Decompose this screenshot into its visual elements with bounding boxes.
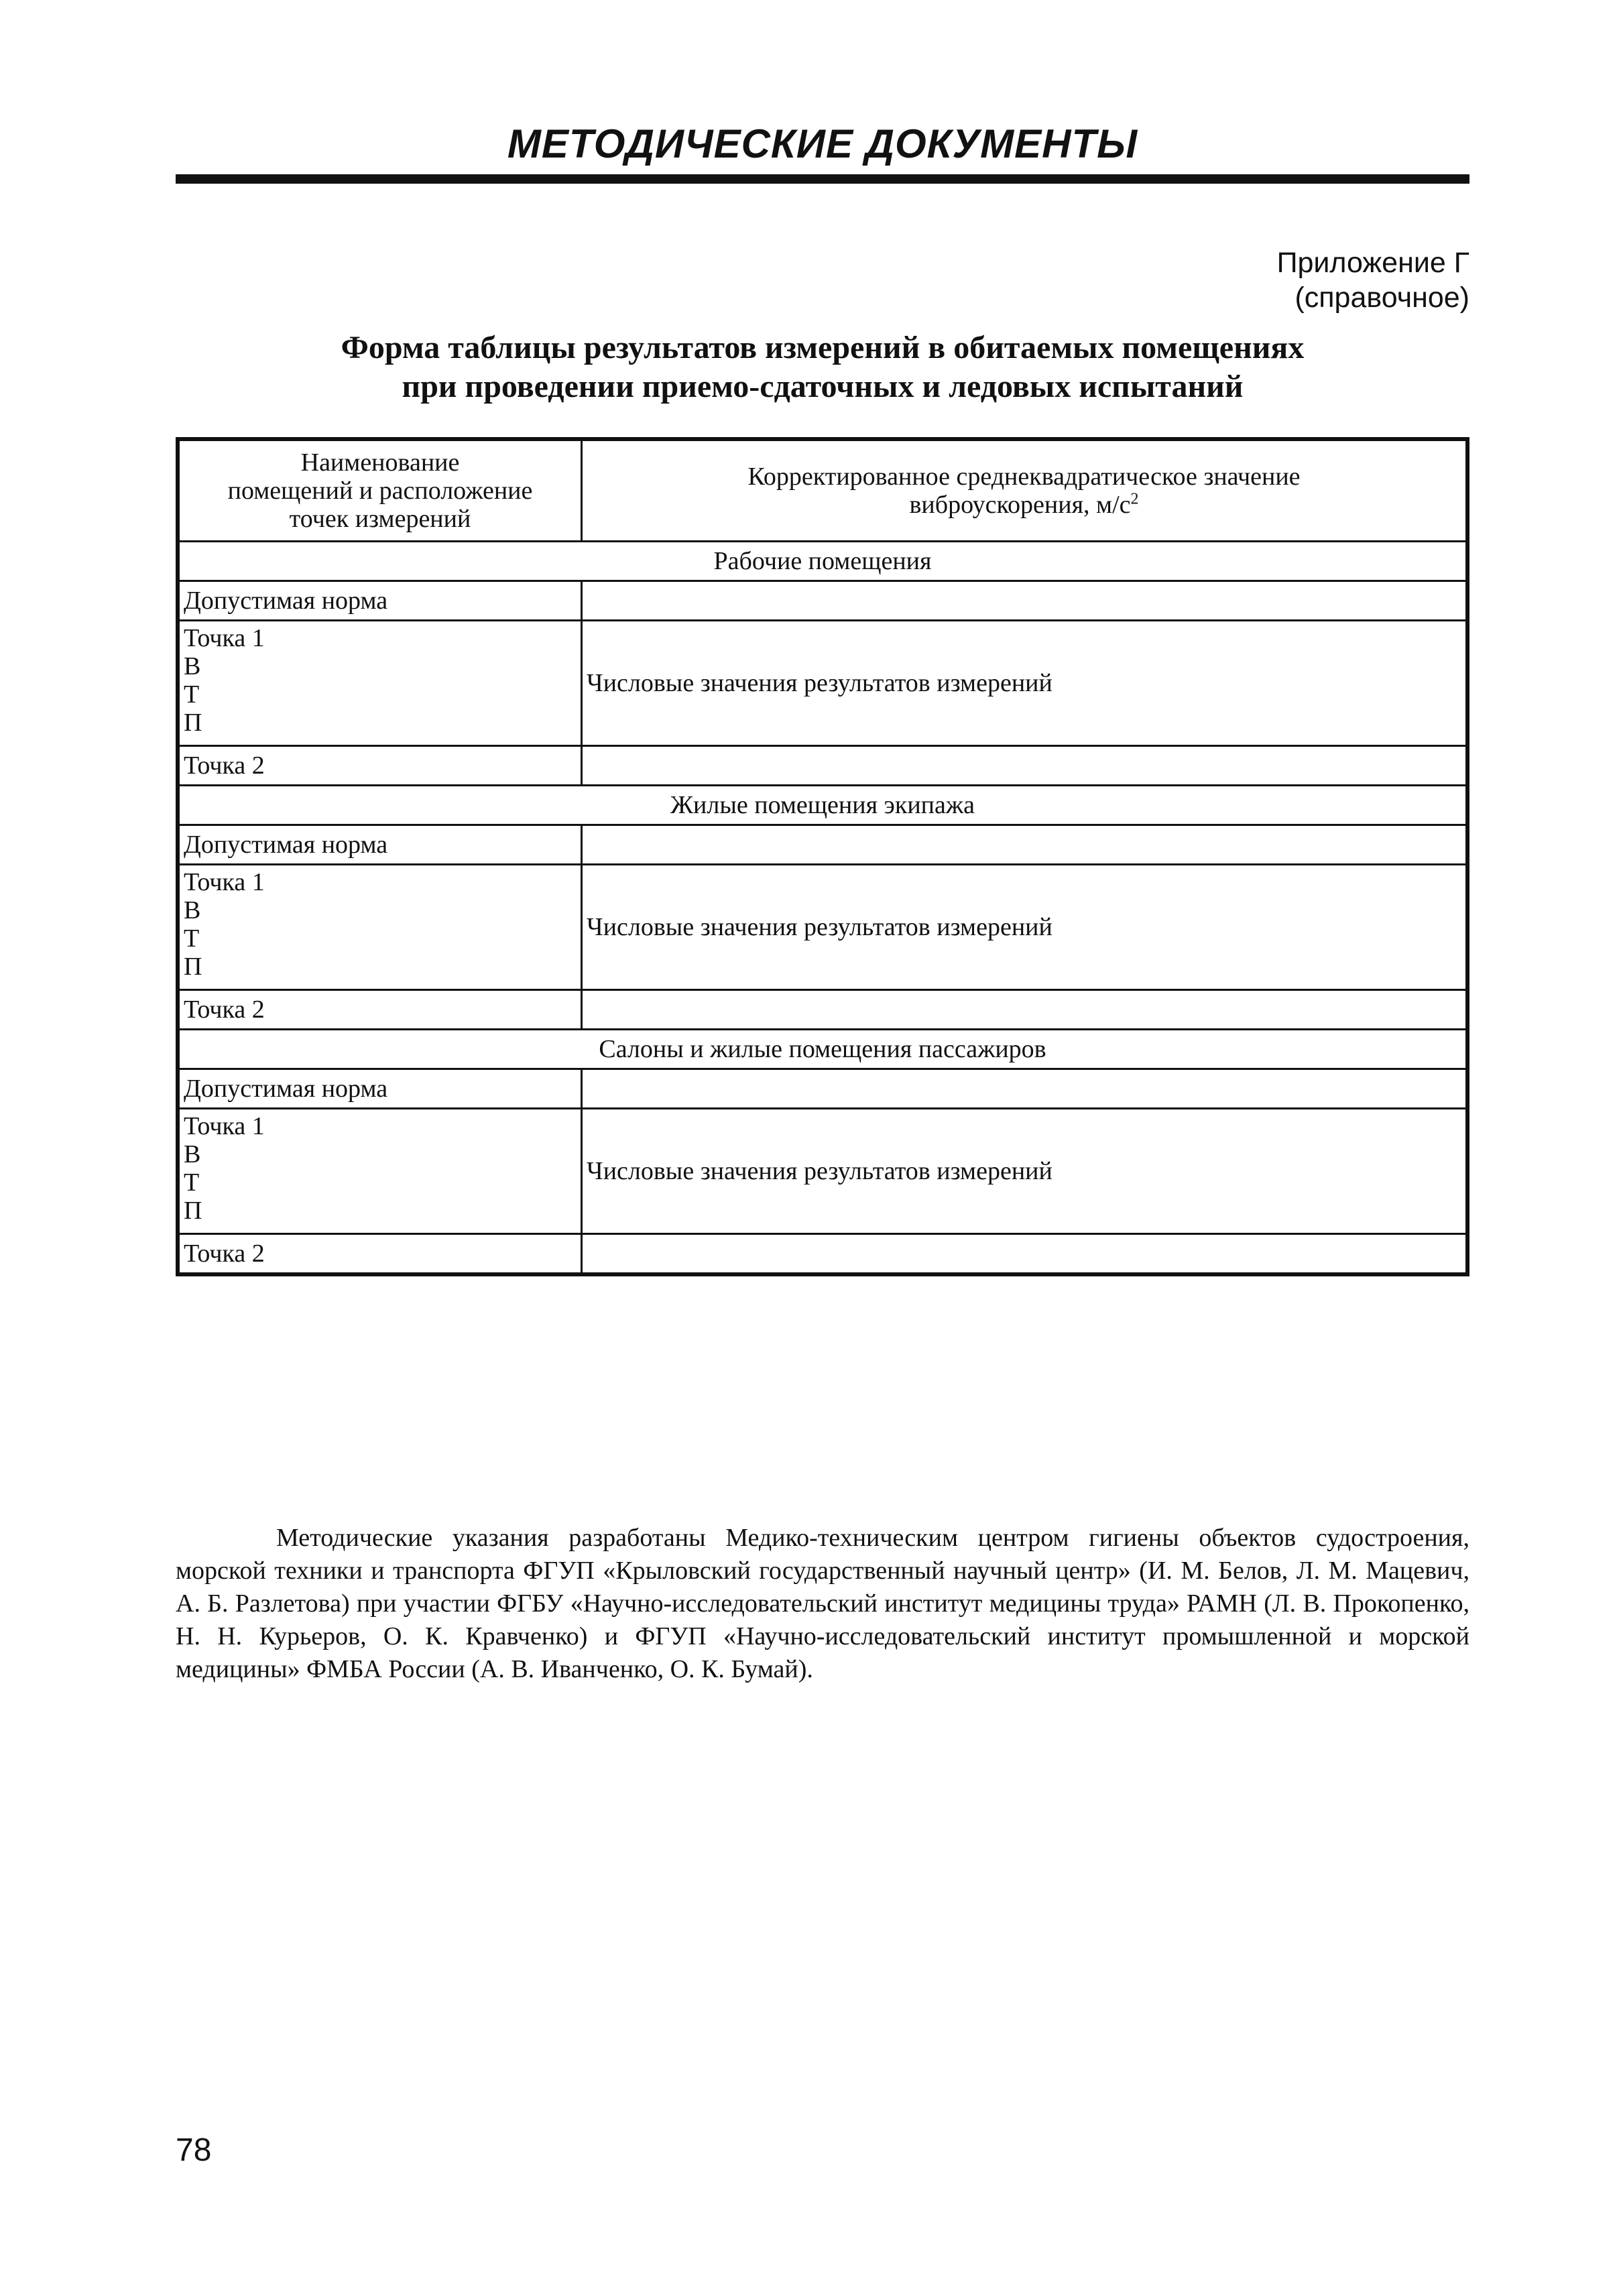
point-2-row [178,1234,1467,1275]
column-header-location-line: помещений и расположение [227,477,533,505]
norm-label: Допустимая норма [178,581,582,621]
point-label-line: Точка 1 [184,1112,265,1140]
norm-row [178,1069,1467,1109]
norm-value-cell [582,825,1468,865]
point-2-label: Точка 2 [178,746,582,786]
point-label-line: П [184,1197,202,1225]
section-row [178,1030,1467,1069]
point-label-line: В [184,652,201,680]
section-title: Рабочие помещения [178,542,1467,581]
point-1-label [178,865,582,990]
column-header-value-line: Корректированное среднеквадратическое значение [747,463,1301,491]
header-rule [176,174,1469,184]
point-label-line: В [184,896,201,924]
point-label-line: П [184,709,202,737]
norm-label: Допустимая норма [178,1069,582,1109]
column-header-location-line: точек измерений [289,505,471,533]
point-2-value-cell [582,746,1468,786]
document-title-line-2: при проведении приемо-сдаточных и ледовых испытаний [402,369,1244,404]
norm-value-cell [582,1069,1468,1109]
appendix-name: Приложение Г [1276,247,1469,279]
results-table [176,437,1469,1276]
norm-label: Допустимая норма [178,825,582,865]
column-header-location [178,439,582,542]
point-label-line: П [184,953,202,981]
point-1-row [178,865,1467,990]
table-header-row [178,439,1467,542]
appendix-type: (справочное) [1295,282,1469,314]
page-number: 78 [176,2132,212,2168]
norm-row [178,581,1467,621]
section-row [178,786,1467,825]
point-1-row [178,1109,1467,1234]
point-label-line: Т [184,924,200,953]
point-2-label: Точка 2 [178,1234,582,1275]
point-label-line: Т [184,680,200,709]
point-2-label: Точка 2 [178,990,582,1030]
section-row [178,542,1467,581]
measurement-values-cell: Числовые значения результатов измерений [582,621,1468,746]
point-2-row [178,990,1467,1030]
appendix-label [1277,245,1469,315]
running-header: МЕТОДИЧЕСКИЕ ДОКУМЕНТЫ [507,121,1138,166]
point-label-line: Т [184,1168,200,1197]
measurement-values-cell: Числовые значения результатов измерений [582,1109,1468,1234]
credits-paragraph: Методические указания разработаны Медико-техническим центром гигиены объектов судостроения, морской техники и транспорта ФГУП «Крыловский государственный научный центр» (И. М. Белов, Л. М. Мацевич, А. Б. Разлетова) при участии ФГБУ «Научно-исследовательский институт медицины труда» РАМН (Л. В. Прокопенко, Н. Н. Курьеров, О. К. Кравченко) и ФГУП «Научно-исследовательский институт промышленной и морской медицины» ФМБА России (А. В. Иванченко, О. К. Бумай). [176,1524,1469,1683]
column-header-value-line: виброускорения, м/с [909,491,1131,519]
point-2-value-cell [582,990,1468,1030]
column-header-value [582,439,1468,542]
point-2-value-cell [582,1234,1468,1275]
point-label-line: Точка 1 [184,868,265,896]
measurement-values-cell: Числовые значения результатов измерений [582,865,1468,990]
point-1-label [178,1109,582,1234]
norm-row [178,825,1467,865]
document-title-line-1: Форма таблицы результатов измерений в обитаемых помещениях [341,330,1305,365]
document-title [176,328,1469,406]
point-label-line: В [184,1140,201,1168]
column-header-location-line: Наименование [300,448,460,477]
point-2-row [178,746,1467,786]
section-title: Салоны и жилые помещения пассажиров [178,1030,1467,1069]
unit-exponent: 2 [1130,490,1139,508]
section-title: Жилые помещения экипажа [178,786,1467,825]
point-1-label [178,621,582,746]
point-label-line: Точка 1 [184,624,265,652]
norm-value-cell [582,581,1468,621]
point-1-row [178,621,1467,746]
